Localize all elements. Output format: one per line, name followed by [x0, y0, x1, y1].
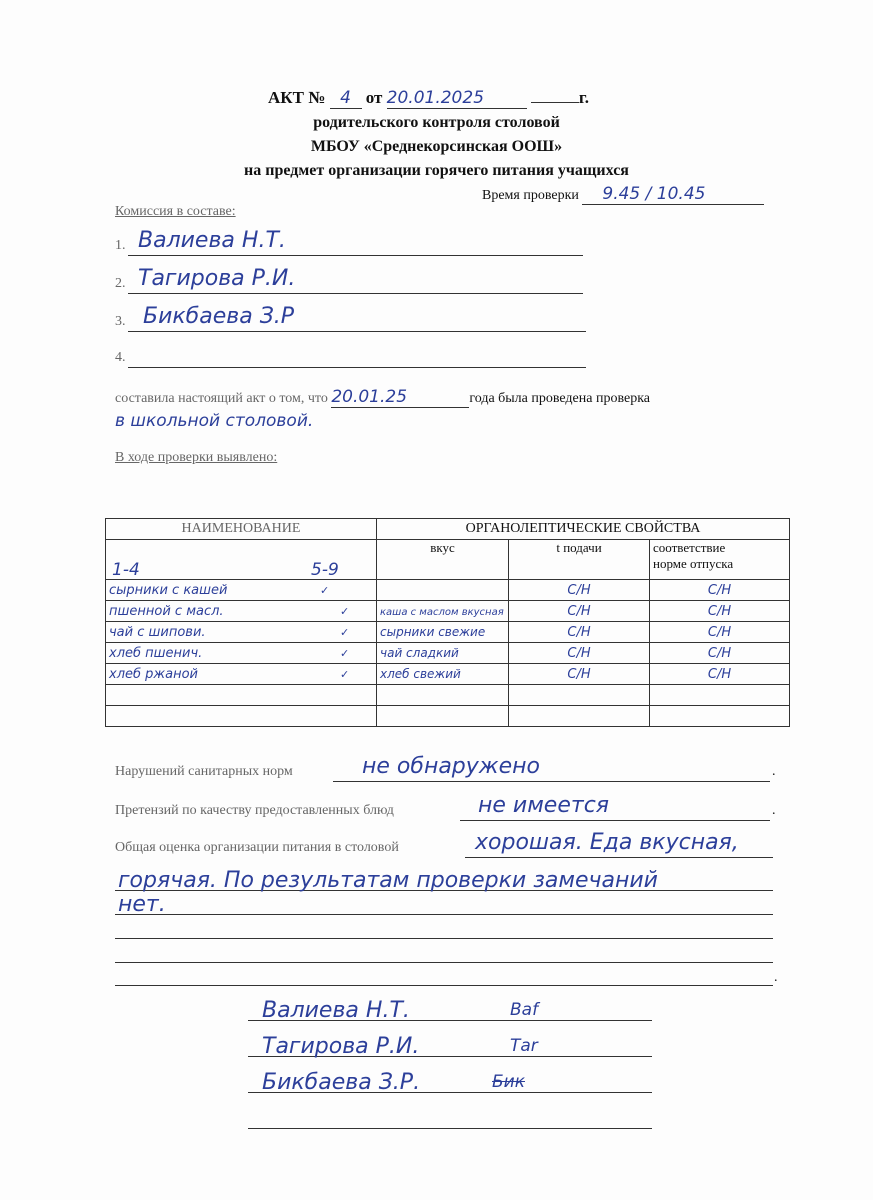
violations-label: Нарушений санитарных норм — [115, 764, 293, 779]
temp-value: С/Н — [567, 646, 591, 661]
signature-name-3: Бикбаева З.Р. — [262, 1070, 421, 1095]
act-number: 4 — [330, 88, 362, 109]
check-b: ✓ — [340, 627, 350, 639]
check-b: ✓ — [340, 669, 350, 681]
temp-value: С/Н — [567, 625, 591, 640]
table-row-empty — [106, 685, 790, 706]
assessment-line-3: нет. — [118, 892, 166, 917]
table-row — [106, 580, 790, 601]
member-num-1: 1. — [115, 238, 126, 253]
check-b: ✓ — [340, 648, 350, 660]
check-a: ✓ — [320, 585, 330, 597]
grade-b: 5-9 — [311, 560, 339, 580]
statement-place: в школьной столовой. — [115, 411, 314, 431]
taste-value: сырники свежие — [380, 625, 486, 639]
assessment-label: Общая оценка организации питания в столовой — [115, 840, 399, 855]
col-props-header: ОРГАНОЛЕПТИЧЕСКИЕ СВОЙСТВА — [377, 519, 790, 540]
member-name-2: Тагирова Р.И. — [138, 266, 296, 291]
check-b: ✓ — [340, 606, 350, 618]
act-title-row — [268, 88, 589, 109]
document-page: АКТ № 4 от 20.01.2025 г. родительского контроля столовой МБОУ «Среднекорсинская ООШ» на предмет организации горячего питания учащихся Время проверки 9.45 / 10.45 Комиссия в составе: 1. Валиева Н.Т. 2. Тагирова Р.И. 3. Бикбаева З.Р 4. составила настоящий акт о том, что 20.01.25 года была проведена проверка в школьной столовой. В ходе проверки выявлено: НАИМЕНОВАНИЕ ОРГАНОЛЕПТИЧЕСКИЕ СВОЙСТВА 1-4 5-9 вкус t подачи соответствие норме отпуска сырники с кашей ✓ С/Н С/Н пшенной с масл. ✓ каша с маслом вкусная С/Н С/Н чай с шипови. ✓ сырники свежие С/Н С/Н хлеб пшенич. ✓ чай сладкий С/Н С/Н хлеб ржаной ✓ хлеб свежий С/Н С/Н Нарушений санитарных норм . не обнаружено Претензий по качеству предоставленных блюд . не имеется Общая оценка организации питания в столовой хорошая. Еда вкусная, горячая. По результатам проверки замечаний нет. . Валиева Н.Т. Ваf Тагирова Р.И. Таr Бикбаева З.Р. Бик — [0, 0, 873, 1200]
sub-norm — [650, 540, 790, 580]
complaints-label: Претензий по качеству предоставленных блюд — [115, 803, 394, 818]
organoleptic-table — [105, 518, 790, 727]
col-name-header: НАИМЕНОВАНИЕ — [106, 519, 377, 540]
dish-name: хлеб ржаной — [109, 667, 198, 682]
from-label: от — [365, 88, 383, 107]
table-row — [106, 643, 790, 664]
act-label: АКТ № — [268, 88, 326, 107]
taste-value: каша с маслом вкусная — [380, 607, 504, 618]
temp-value: С/Н — [567, 583, 591, 598]
sub-temp: t подачи — [509, 540, 650, 580]
year-suffix: г. — [578, 88, 589, 107]
statement-row — [115, 387, 650, 408]
member-num-2: 2. — [115, 276, 126, 291]
sub-norm-2: норме отпуска — [653, 556, 734, 571]
time-label: Время проверки — [482, 188, 579, 203]
signature-mark-3: Бик — [492, 1072, 525, 1092]
table-row-empty — [106, 706, 790, 727]
norm-value: С/Н — [707, 604, 732, 619]
norm-value: С/Н — [707, 646, 732, 661]
dish-name: сырники с кашей — [109, 583, 228, 598]
signature-mark-1: Ваf — [510, 1000, 539, 1020]
grade-a: 1-4 — [112, 560, 140, 580]
signature-name-1: Валиева Н.Т. — [262, 998, 410, 1023]
violations-value: не обнаружено — [362, 754, 540, 779]
title-line-3: МБОУ «Среднекорсинская ООШ» — [310, 138, 563, 155]
temp-value: С/Н — [567, 604, 591, 619]
statement-suffix: года была проведена проверка — [469, 391, 651, 406]
check-time-row — [482, 184, 764, 205]
table-row — [106, 664, 790, 685]
complaints-value: не имеется — [478, 793, 610, 818]
member-name-1: Валиева Н.Т. — [138, 228, 286, 253]
findings-label: В ходе проверки выявлено: — [115, 450, 278, 465]
temp-value: С/Н — [567, 667, 591, 682]
signature-mark-2: Таr — [510, 1036, 538, 1056]
sub-norm-1: соответствие — [653, 540, 726, 555]
time-value: 9.45 / 10.45 — [582, 184, 764, 205]
title-line-2: родительского контроля столовой — [313, 114, 560, 131]
commission-label: Комиссия в составе: — [115, 204, 236, 219]
member-num-3: 3. — [115, 314, 126, 329]
grades-cell — [106, 540, 377, 580]
norm-value: С/Н — [707, 625, 732, 640]
statement-prefix: составила настоящий акт о том, что — [115, 391, 328, 406]
norm-value: С/Н — [707, 583, 732, 598]
title-line-4: на предмет организации горячего питания учащихся — [244, 162, 629, 179]
assessment-line-2: горячая. По результатам проверки замечаний — [118, 868, 658, 893]
assessment-line-1: хорошая. Еда вкусная, — [475, 830, 739, 855]
dish-name: чай с шипови. — [109, 625, 206, 640]
act-date: 20.01.2025 — [387, 88, 527, 109]
dish-name: пшенной с масл. — [109, 604, 224, 619]
member-name-3: Бикбаева З.Р — [143, 304, 295, 329]
taste-value: хлеб свежий — [380, 667, 461, 681]
table-row — [106, 622, 790, 643]
taste-value: чай сладкий — [380, 646, 459, 660]
table-row — [106, 601, 790, 622]
member-num-4: 4. — [115, 350, 126, 365]
sub-taste: вкус — [377, 540, 509, 580]
statement-date: 20.01.25 — [331, 387, 469, 408]
dish-name: хлеб пшенич. — [109, 646, 203, 661]
norm-value: С/Н — [707, 667, 732, 682]
signature-name-2: Тагирова Р.И. — [262, 1034, 420, 1059]
